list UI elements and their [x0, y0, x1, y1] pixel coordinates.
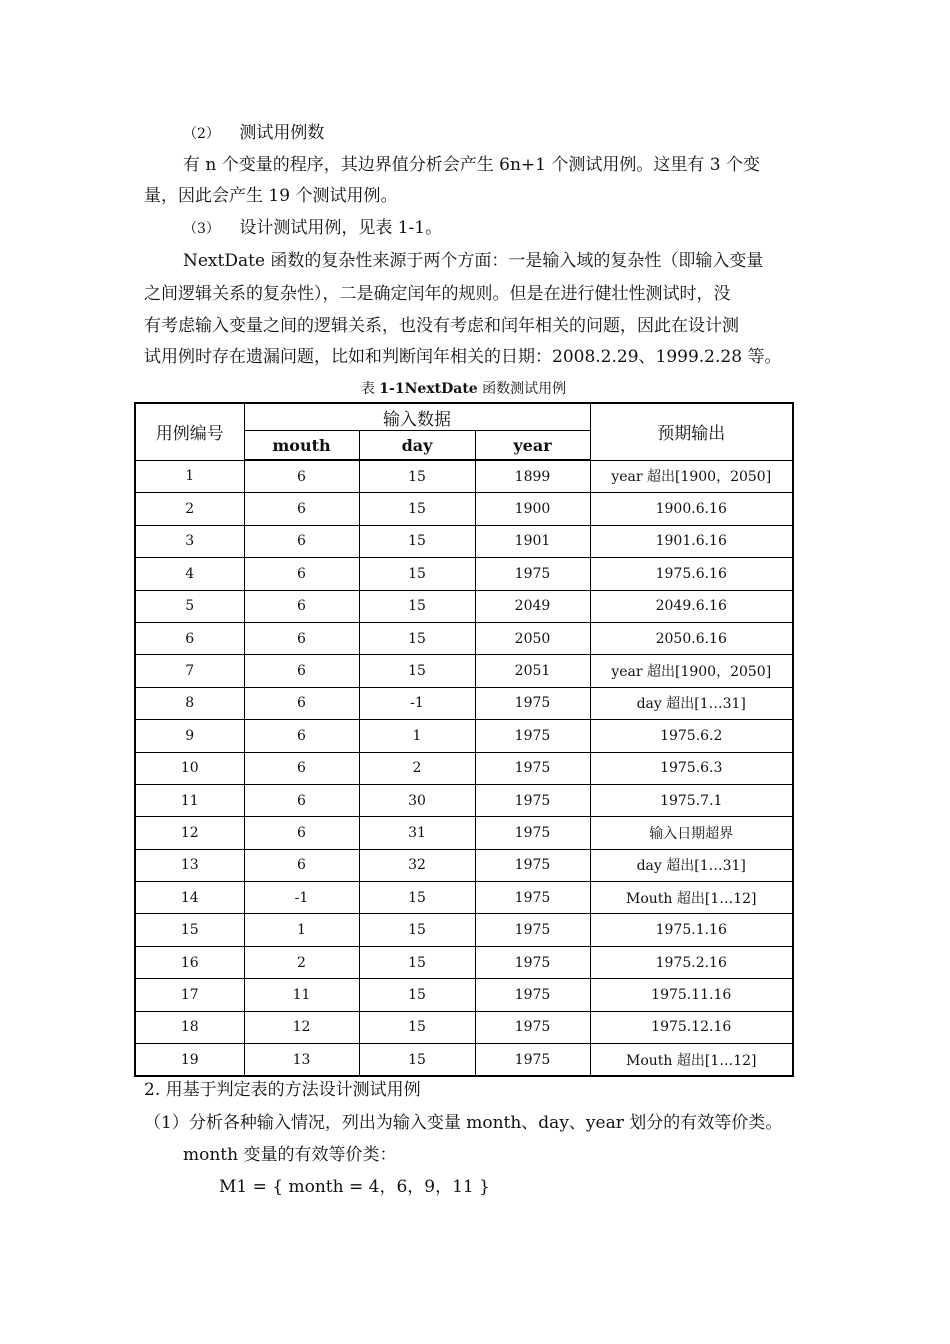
- mouth-cell: 6: [244, 849, 359, 881]
- mouth-cell: 6: [244, 493, 359, 525]
- day-cell: 1: [359, 720, 475, 752]
- day-cell: 15: [359, 979, 475, 1011]
- table-row: [135, 882, 793, 914]
- day-cell: -1: [359, 687, 475, 719]
- table-row: [135, 558, 793, 590]
- table-row: [135, 914, 793, 946]
- year-cell: 1975: [475, 752, 590, 784]
- year-cell: 1975: [475, 817, 590, 849]
- year-cell: 1975: [475, 914, 590, 946]
- mouth-cell: 1: [244, 914, 359, 946]
- expected-output-cell: 1975.6.16: [590, 558, 793, 590]
- expected-output-cell: year 超出[1900，2050]: [590, 460, 793, 493]
- expected-output-cell: 2049.6.16: [590, 590, 793, 622]
- case-id-cell: 12: [135, 817, 244, 849]
- header-expected-output: 预期输出: [590, 403, 793, 460]
- header-case-id: 用例编号: [135, 403, 244, 460]
- case-id-cell: 18: [135, 1011, 244, 1043]
- list-label: （3）: [183, 221, 220, 237]
- day-cell: 15: [359, 622, 475, 654]
- day-cell: 15: [359, 655, 475, 687]
- day-cell: 15: [359, 493, 475, 525]
- day-cell: 15: [359, 460, 475, 493]
- paragraph-line: 有考虑输入变量之间的逻辑关系，也没有考虑和闰年相关的问题，因此在设计测: [144, 316, 739, 336]
- day-cell: 15: [359, 1044, 475, 1077]
- expected-output-cell: 1975.1.16: [590, 914, 793, 946]
- mouth-cell: 6: [244, 655, 359, 687]
- mouth-cell: 6: [244, 525, 359, 557]
- table-row: [135, 622, 793, 654]
- table-row: [135, 590, 793, 622]
- case-id-cell: 7: [135, 655, 244, 687]
- table-row: [135, 817, 793, 849]
- case-id-cell: 9: [135, 720, 244, 752]
- day-cell: 15: [359, 882, 475, 914]
- heading-text: 设计测试用例，见表 1-1。: [239, 218, 443, 238]
- expected-output-cell: 1901.6.16: [590, 525, 793, 557]
- table-body: [135, 460, 793, 1076]
- header-input-data: 输入数据: [244, 403, 590, 431]
- year-cell: 1975: [475, 882, 590, 914]
- year-cell: 1901: [475, 525, 590, 557]
- mouth-cell: 2: [244, 946, 359, 978]
- table-caption: 表 1-1NextDate 函数测试用例: [360, 381, 567, 397]
- paragraph-line: 试用例时存在遗漏问题，比如和判断闰年相关的日期：2008.2.29、1999.2.28 等。: [144, 347, 782, 367]
- table-row: [135, 655, 793, 687]
- table-row: [135, 687, 793, 719]
- mouth-cell: 11: [244, 979, 359, 1011]
- mouth-cell: 6: [244, 590, 359, 622]
- day-cell: 15: [359, 590, 475, 622]
- table-row: [135, 979, 793, 1011]
- mouth-cell: 6: [244, 752, 359, 784]
- table-row: [135, 720, 793, 752]
- header-year: year: [475, 431, 590, 461]
- expected-output-cell: 1975.12.16: [590, 1011, 793, 1043]
- day-cell: 2: [359, 752, 475, 784]
- year-cell: 1975: [475, 720, 590, 752]
- section-heading-decision-table: 2. 用基于判定表的方法设计测试用例: [144, 1080, 421, 1100]
- header-mouth: mouth: [244, 431, 359, 461]
- mouth-cell: 6: [244, 622, 359, 654]
- day-cell: 15: [359, 946, 475, 978]
- mouth-cell: 6: [244, 784, 359, 816]
- expected-output-cell: 1975.6.3: [590, 752, 793, 784]
- mouth-cell: 6: [244, 687, 359, 719]
- table-row: [135, 460, 793, 493]
- case-id-cell: 17: [135, 979, 244, 1011]
- list-label: （2）: [183, 126, 220, 142]
- day-cell: 15: [359, 558, 475, 590]
- mouth-cell: 13: [244, 1044, 359, 1077]
- mouth-cell: 6: [244, 817, 359, 849]
- expected-output-cell: 1975.6.2: [590, 720, 793, 752]
- year-cell: 2049: [475, 590, 590, 622]
- day-cell: 15: [359, 914, 475, 946]
- mouth-cell: 12: [244, 1011, 359, 1043]
- table-row: [135, 1044, 793, 1077]
- table-row: [135, 849, 793, 881]
- case-id-cell: 15: [135, 914, 244, 946]
- expected-output-cell: 1900.6.16: [590, 493, 793, 525]
- year-cell: 1975: [475, 558, 590, 590]
- year-cell: 1975: [475, 687, 590, 719]
- case-id-cell: 3: [135, 525, 244, 557]
- case-id-cell: 11: [135, 784, 244, 816]
- paragraph-design-test-cases-heading: [183, 217, 442, 240]
- year-cell: 2051: [475, 655, 590, 687]
- year-cell: 1975: [475, 1044, 590, 1077]
- day-cell: 30: [359, 784, 475, 816]
- table-row: [135, 493, 793, 525]
- year-cell: 1975: [475, 1011, 590, 1043]
- case-id-cell: 14: [135, 882, 244, 914]
- mouth-cell: 6: [244, 558, 359, 590]
- nextdate-test-case-table: [134, 402, 794, 1077]
- day-cell: 32: [359, 849, 475, 881]
- heading-text: 测试用例数: [239, 123, 325, 143]
- paragraph-line: 之间逻辑关系的复杂性），二是确定闰年的规则。但是在进行健壮性测试时，没: [144, 284, 731, 304]
- table-row: [135, 946, 793, 978]
- case-id-cell: 10: [135, 752, 244, 784]
- year-cell: 1975: [475, 946, 590, 978]
- expected-output-cell: year 超出[1900，2050]: [590, 655, 793, 687]
- expected-output-cell: Mouth 超出[1…12]: [590, 882, 793, 914]
- year-cell: 1975: [475, 784, 590, 816]
- day-cell: 15: [359, 525, 475, 557]
- mouth-cell: -1: [244, 882, 359, 914]
- case-id-cell: 4: [135, 558, 244, 590]
- expected-output-cell: 1975.2.16: [590, 946, 793, 978]
- expected-output-cell: 输入日期超界: [590, 817, 793, 849]
- expected-output-cell: Mouth 超出[1…12]: [590, 1044, 793, 1077]
- year-cell: 1900: [475, 493, 590, 525]
- expected-output-cell: 1975.11.16: [590, 979, 793, 1011]
- paragraph-line: （1）分析各种输入情况，列出为输入变量 month、day、year 划分的有效等价类。: [144, 1113, 783, 1133]
- year-cell: 1975: [475, 979, 590, 1011]
- year-cell: 1899: [475, 460, 590, 493]
- year-cell: 2050: [475, 622, 590, 654]
- mouth-cell: 6: [244, 460, 359, 493]
- expected-output-cell: 1975.7.1: [590, 784, 793, 816]
- case-id-cell: 19: [135, 1044, 244, 1077]
- paragraph-test-case-count-heading: [183, 122, 324, 145]
- paragraph-line: 有 n 个变量的程序，其边界值分析会产生 6n+1 个测试用例。这里有 3 个变: [183, 155, 761, 175]
- paragraph-line: month 变量的有效等价类：: [183, 1145, 397, 1165]
- case-id-cell: 13: [135, 849, 244, 881]
- day-cell: 31: [359, 817, 475, 849]
- case-id-cell: 16: [135, 946, 244, 978]
- case-id-cell: 5: [135, 590, 244, 622]
- paragraph-line: NextDate 函数的复杂性来源于两个方面：一是输入域的复杂性（即输入变量: [183, 251, 764, 271]
- case-id-cell: 1: [135, 460, 244, 493]
- expected-output-cell: 2050.6.16: [590, 622, 793, 654]
- table-row: [135, 752, 793, 784]
- mouth-cell: 6: [244, 720, 359, 752]
- expected-output-cell: day 超出[1…31]: [590, 849, 793, 881]
- case-id-cell: 8: [135, 687, 244, 719]
- case-id-cell: 2: [135, 493, 244, 525]
- header-day: day: [359, 431, 475, 461]
- table-row: [135, 1011, 793, 1043]
- case-id-cell: 6: [135, 622, 244, 654]
- paragraph-line: 量，因此会产生 19 个测试用例。: [144, 186, 398, 206]
- expected-output-cell: day 超出[1…31]: [590, 687, 793, 719]
- formula-m1: M1 = { month = 4，6，9，11 }: [219, 1177, 490, 1197]
- day-cell: 15: [359, 1011, 475, 1043]
- year-cell: 1975: [475, 849, 590, 881]
- table-row: [135, 525, 793, 557]
- table-row: [135, 784, 793, 816]
